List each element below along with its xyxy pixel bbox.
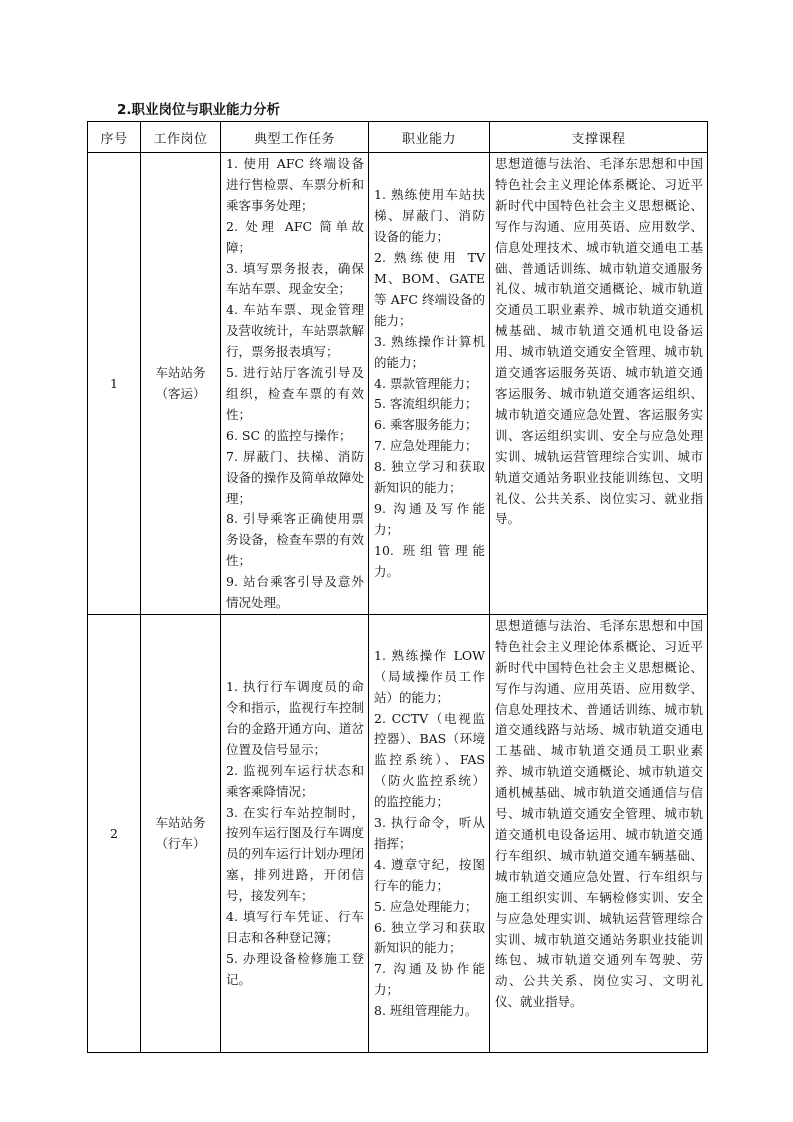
table-header-row — [88, 122, 708, 153]
header-post: 工作岗位 — [141, 122, 221, 153]
post-type: （客运） — [155, 386, 206, 402]
courses-text: 思想道德与法治、毛泽东思想和中国特色社会主义理论体系概论、习近平新时代中国特色社会主义思想概论、写作与沟通、应用英语、应用数学、信息处理技术、普通话训练、城市轨道交通线路与站场、城市轨道交通电工基础、城市轨道交通员工职业素养、城市轨道交通概论、城市轨道交通机械基础、城市轨道交通通信与信号、城市轨道交通安全管理、城市轨道交通机电设备运用、城市轨道交通行车组织、城市轨道交通车辆基础、城市轨道交通应急处置、行车组织与施工组织实训、车辆检修实训、安全与应急处理实训、城轨运营管理综合实训、城市轨道交通站务职业技能训练包、城市轨道交通列车驾驶、劳动、公共关系、岗位实习、文明礼仪、就业指导。 — [495, 617, 703, 1010]
task-item: 1. 执行行车调度员的命令和指示，监视行车控制台的金路开通方向、道岔位置及信号显示； — [226, 679, 364, 757]
courses-cell — [490, 614, 708, 1052]
post-cell — [141, 614, 221, 1052]
ability-item: 4. 遵章守纪，按图行车的能力； — [374, 856, 485, 893]
task-item: 2. 处理 AFC 简单故障； — [226, 218, 364, 255]
task-item: 4. 车站车票、现金管理及营收统计，车站票款解行，票务报表填写； — [226, 302, 364, 360]
tasks-cell — [221, 614, 369, 1052]
abilities-cell — [369, 614, 490, 1052]
ability-item: 5. 应急处理能力； — [374, 898, 478, 914]
task-item: 3. 在实行车站控制时，按列车运行图及行车调度员的列车运行计划办理闭塞，排列进路，开闭信号，接发列车； — [226, 804, 364, 904]
tasks-cell — [221, 153, 369, 615]
post-name: 车站站务 — [155, 365, 206, 381]
ability-item: 1. 熟练使用车站扶梯、屏蔽门、消防设备的能力； — [374, 187, 485, 245]
task-item: 8. 引导乘客正确使用票务设备，检查车票的有效性； — [226, 511, 364, 569]
seq-cell: 1 — [88, 153, 141, 615]
ability-item: 5. 客流组织能力； — [374, 396, 478, 412]
post-type: （行车） — [155, 836, 206, 852]
ability-item: 6. 独立学习和获取新知识的能力； — [374, 919, 485, 956]
courses-cell — [490, 153, 708, 615]
ability-item: 1. 熟练操作 LOW（局域操作员工作站）的能力； — [374, 647, 485, 705]
header-seq: 序号 — [88, 122, 141, 153]
abilities-cell — [369, 153, 490, 615]
task-item: 9. 站台乘客引导及意外情况处理。 — [226, 574, 364, 611]
table-row — [88, 153, 708, 615]
ability-item: 3. 熟练操作计算机的能力； — [374, 333, 485, 370]
task-item: 7. 屏蔽门、扶梯、消防设备的操作及简单故障处理； — [226, 448, 364, 506]
task-item: 5. 办理设备检修施工登记。 — [226, 950, 364, 987]
ability-item: 2. CCTV（电视监控器）、BAS（环境监控系统）、FAS（防火监控系统）的监控能力； — [374, 710, 485, 810]
ability-item: 6. 乘客服务能力； — [374, 417, 478, 433]
post-cell — [141, 153, 221, 615]
header-tasks: 典型工作任务 — [221, 122, 369, 153]
ability-item: 2. 熟练使用 TVM、BOM、GATE 等 AFC 终端设备的能力； — [374, 250, 485, 328]
header-courses: 支撑课程 — [490, 122, 708, 153]
task-item: 4. 填写行车凭证、行车日志和各种登记簿； — [226, 909, 364, 946]
ability-item: 3. 执行命令，听从指挥； — [374, 815, 485, 851]
job-ability-table — [87, 121, 708, 1053]
ability-item: 10. 班组管理能力。 — [374, 542, 485, 579]
ability-item: 9. 沟通及写作能力； — [374, 500, 485, 537]
ability-item: 8. 班组管理能力。 — [374, 1003, 478, 1019]
post-name: 车站站务 — [155, 815, 206, 831]
task-item: 6. SC 的监控与操作； — [226, 427, 352, 443]
header-abilities: 职业能力 — [369, 122, 490, 153]
task-item: 2. 监视列车运行状态和乘客乘降情况； — [226, 762, 364, 799]
section-title: 2.职业岗位与职业能力分析 — [117, 102, 281, 118]
task-item: 5. 进行站厅客流引导及组织，检查车票的有效性； — [226, 365, 364, 422]
table-row — [88, 614, 708, 1052]
seq-cell: 2 — [88, 614, 141, 1052]
courses-text: 思想道德与法治、毛泽东思想和中国特色社会主义理论体系概论、习近平新时代中国特色社会主义思想概论、写作与沟通、应用英语、应用数学、信息处理技术、城市轨道交通电工基础、普通话训练、城市轨道交通服务礼仪、城市轨道交通概论、城市轨道交通员工职业素养、城市轨道交通机械基础、城市轨道交通机电设备运用、城市轨道交通安全管理、城市轨道交通客运服务英语、城市轨道交通客运服务、城市轨道交通客运组织、城市轨道交通应急处置、客运服务实训、客运组织实训、安全与应急处理实训、城轨运营管理综合实训、城市轨道交通站务职业技能训练包、文明礼仪、公共关系、岗位实习、就业指导。 — [495, 156, 703, 527]
ability-item: 7. 应急处理能力； — [374, 438, 478, 454]
ability-item: 4. 票款管理能力； — [374, 375, 478, 391]
ability-item: 8. 独立学习和获取新知识的能力； — [374, 459, 485, 496]
ability-item: 7. 沟通及协作能力； — [374, 961, 485, 998]
task-item: 1. 使用 AFC 终端设备进行售检票、车票分析和乘客事务处理； — [226, 156, 364, 213]
task-item: 3. 填写票务报表，确保车站车票、现金安全； — [226, 260, 364, 297]
